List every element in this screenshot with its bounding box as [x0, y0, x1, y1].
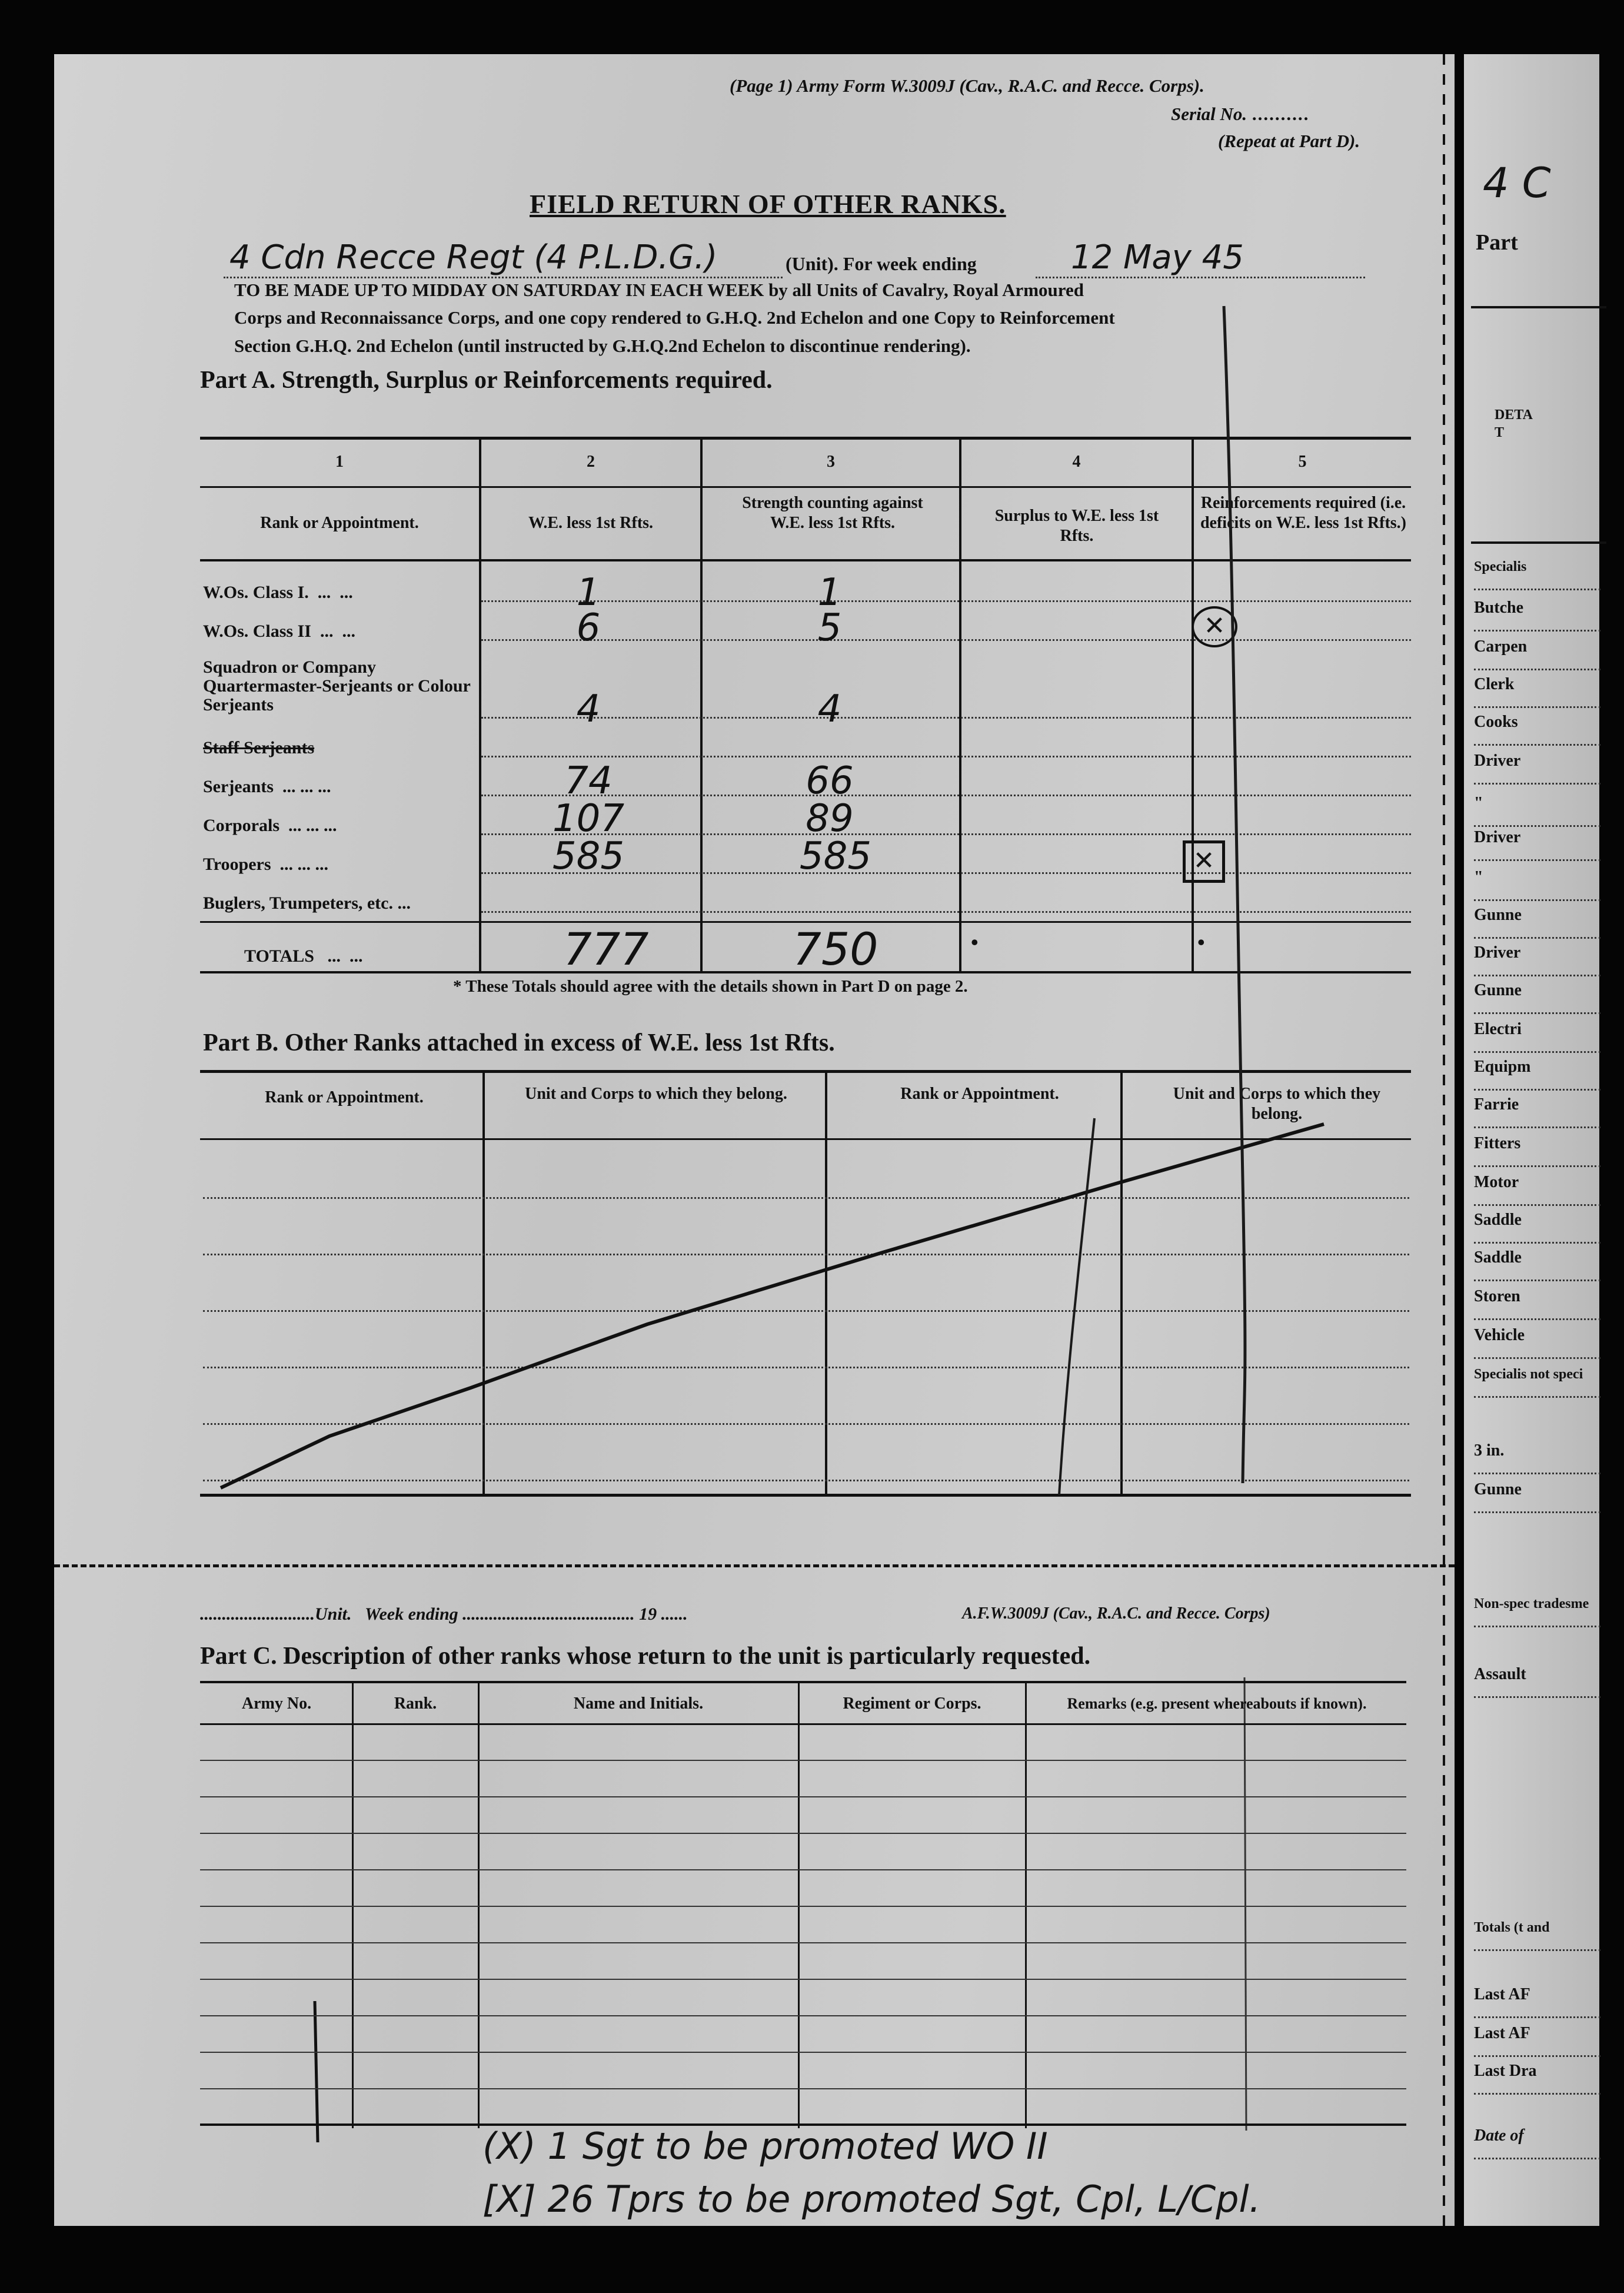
part-c-row-rule: [200, 2088, 1406, 2089]
part-c-col-divider-2: [478, 1681, 480, 2128]
part-c-row-rule: [200, 1906, 1406, 1907]
right-page-label: Clerk: [1474, 675, 1515, 693]
col-header-we: W.E. less 1st Rfts.: [528, 514, 654, 532]
tear-year-label: 19: [639, 1604, 657, 1624]
right-page-row-rule: [1474, 706, 1600, 708]
row-label-text: Troopers: [203, 855, 271, 874]
part-c-row-rule: [200, 1979, 1406, 1980]
right-page-part-label: Part: [1476, 230, 1518, 255]
strength-cqms: 4: [817, 687, 842, 731]
row-label-buglers: Buglers, Trumpeters, etc. ...: [203, 893, 411, 913]
part-b-header-unit-2: Unit and Corps to which they belong.: [1173, 1085, 1381, 1123]
right-page-label: ": [1474, 868, 1483, 886]
we-corporals: 107: [552, 797, 625, 840]
we-total: 777: [563, 923, 649, 975]
part-c-heading: Part C. Description of other ranks whose return to the unit is particularly requested.: [200, 1643, 1091, 1670]
row-label-totals: TOTALS ... ...: [244, 946, 363, 966]
tear-line: [54, 1564, 1455, 1567]
row-label-text: Serjeants: [203, 777, 274, 796]
right-page-label: Date of: [1474, 2126, 1524, 2145]
row-label-troopers: Troopers ... ... ...: [203, 855, 329, 874]
vertical-fold-line: [1443, 54, 1445, 2226]
part-c-row-rule: [200, 1833, 1406, 1834]
right-page-label: Butche: [1474, 599, 1523, 617]
tear-form-reference: A.F.W.3009J (Cav., R.A.C. and Recce. Corps): [962, 1604, 1270, 1623]
part-c-row-rule: [200, 1942, 1406, 1943]
reinf-total: •: [1197, 931, 1205, 954]
right-page-label: Fitters: [1474, 1134, 1521, 1152]
serial-label: Serial No. ..........: [1171, 104, 1310, 124]
reinf-mark-circle-x-icon: ✕: [1192, 606, 1237, 647]
part-c-top-rule: [200, 1681, 1406, 1683]
we-cqms: 4: [576, 687, 601, 731]
handwritten-note-2: [X] 26 Tprs to be promoted Sgt, Cpl, L/Cpl.: [482, 2178, 1261, 2221]
part-c-row-rule: [200, 2052, 1406, 2053]
right-page-row-rule: [1474, 1511, 1600, 1513]
strength-serjeants: 66: [806, 759, 854, 803]
right-page-label: Totals (t and: [1474, 1920, 1550, 1935]
right-page-label: Vehicle: [1474, 1326, 1525, 1344]
right-page-label: Specialis not speci: [1474, 1367, 1583, 1382]
row-label-wo1: W.Os. Class I. ... ...: [203, 583, 353, 602]
part-c-col-divider-1: [352, 1681, 354, 2128]
form-reference: (Page 1) Army Form W.3009J (Cav., R.A.C. and Recce. Corps).: [730, 75, 1204, 96]
right-page-row-rule: [1474, 1126, 1600, 1128]
right-page-label: Last AF: [1474, 2024, 1530, 2042]
page-title: FIELD RETURN OF OTHER RANKS.: [530, 189, 1006, 219]
right-page-row-rule: [1474, 1012, 1600, 1014]
col-header-reinforcements: Reinforcements required (i.e. deficits on W.E. less 1st Rfts.): [1200, 494, 1406, 532]
right-page-row-rule: [1474, 1089, 1600, 1091]
totals-note: * These Totals should agree with the details shown in Part D on page 2.: [453, 977, 968, 996]
part-a-heading: Part A. Strength, Surplus or Reinforcements required.: [200, 367, 773, 394]
we-troopers: 585: [552, 835, 625, 878]
we-serjeants: 74: [564, 759, 613, 803]
right-page-row-rule: [1474, 1165, 1600, 1167]
part-b-heading: Part B. Other Ranks attached in excess of W.E. less 1st Rfts.: [203, 1029, 835, 1056]
right-page-row-rule: [1474, 1357, 1600, 1359]
serial-number-label: Serial No.: [1171, 104, 1247, 124]
right-page-row-rule: [1474, 669, 1600, 670]
right-page-label: Non-spec tradesme: [1474, 1596, 1589, 1611]
strength-wo2: 5: [817, 606, 842, 650]
tear-unit-label: Unit.: [315, 1604, 352, 1624]
right-page-row-rule: [1474, 1396, 1600, 1398]
right-page-row-rule: [1474, 1051, 1600, 1053]
handwritten-note-1: (X) 1 Sgt to be promoted WO II: [482, 2125, 1048, 2168]
totals-label: TOTALS: [244, 946, 314, 966]
unit-label: (Unit). For week ending: [786, 253, 977, 274]
week-ending-handwritten: 12 May 45: [1071, 238, 1244, 277]
strength-total: 750: [793, 923, 878, 975]
part-b-header-rank-2: Rank or Appointment.: [900, 1085, 1059, 1103]
right-page-label: Driver: [1474, 828, 1521, 846]
row-label-staff-serjeants: Staff Serjeants: [203, 738, 315, 757]
instructions-line-1: TO BE MADE UP TO MIDDAY ON SATURDAY IN EACH WEEK by all Units of Cavalry, Royal Armoured: [234, 280, 1084, 300]
col-number-5: 5: [1298, 453, 1307, 471]
right-page-label: Saddle: [1474, 1248, 1522, 1267]
instructions-line-3: Section G.H.Q. 2nd Echelon (until instructed by G.H.Q.2nd Echelon to discontinue rendering).: [234, 335, 971, 356]
right-page-row-rule: [1474, 2055, 1600, 2057]
row-label-wo2: W.Os. Class II ... ...: [203, 622, 355, 641]
strength-corporals: 89: [806, 797, 854, 840]
right-page-row-rule: [1474, 630, 1600, 632]
row-label-text: Buglers, Trumpeters, etc.: [203, 893, 393, 913]
right-page-row-rule: [1474, 899, 1600, 901]
right-page-row-rule: [1474, 825, 1600, 827]
part-c-row-rule: [200, 1760, 1406, 1761]
right-page-label: Gunne: [1474, 1480, 1522, 1498]
col-number-1: 1: [335, 453, 344, 471]
col-number-2: 2: [587, 453, 595, 471]
part-c-col-divider-3: [798, 1681, 800, 2128]
unit-name-handwritten: 4 Cdn Recce Regt (4 P.L.D.G.): [229, 238, 718, 277]
right-page-label: 3 in.: [1474, 1441, 1505, 1460]
right-page-label: Driver: [1474, 943, 1521, 962]
right-page-label: Saddle: [1474, 1211, 1522, 1229]
right-page-label: Driver: [1474, 752, 1521, 770]
right-page-rule: [1471, 541, 1606, 544]
col-header-surplus: Surplus to W.E. less 1st Rfts.: [994, 507, 1159, 545]
right-page-row-rule: [1474, 1626, 1600, 1627]
strength-troopers: 585: [799, 835, 872, 878]
we-wo1: 1: [576, 571, 601, 614]
right-page-label: Last Dra: [1474, 2062, 1537, 2080]
right-page-label: Carpen: [1474, 637, 1528, 656]
part-c-col-divider-4: [1025, 1681, 1027, 2128]
right-page-label: Specialis: [1474, 559, 1527, 574]
col-header-strength: Strength counting against W.E. less 1st Rfts.: [742, 494, 923, 532]
right-page-row-rule: [1474, 2016, 1600, 2018]
col-number-4: 4: [1072, 453, 1081, 471]
part-c-header-rule: [200, 1723, 1406, 1725]
instructions-line-2: Corps and Reconnaissance Corps, and one copy rendered to G.H.Q. 2nd Echelon and one Copy to Reinforcement: [234, 307, 1115, 328]
row-label-text: Corporals: [203, 816, 279, 835]
right-page-label: Gunne: [1474, 981, 1522, 999]
row-label-text: W.Os. Class II: [203, 622, 311, 641]
right-page-label: Farrie: [1474, 1095, 1519, 1114]
right-page-row-rule: [1474, 589, 1600, 590]
right-page-label: Storen: [1474, 1287, 1520, 1305]
right-page-section-header: DETA T: [1495, 407, 1532, 440]
row-label-cqms: Squadron or Company Quartermaster-Serjeants or Colour Serjeants: [203, 657, 471, 715]
right-page-handwritten: 4 C: [1483, 159, 1551, 207]
part-c-header-name: Name and Initials.: [573, 1694, 704, 1713]
right-page-row-rule: [1474, 859, 1600, 861]
right-page-row-rule: [1474, 2158, 1600, 2159]
part-c-header-remarks: Remarks (e.g. present whereabouts if known).: [1067, 1695, 1367, 1712]
reinf-mark-box-x-icon: ✕: [1183, 840, 1225, 883]
right-page-label: Last AF: [1474, 1985, 1530, 2003]
row-label-text: W.Os. Class I.: [203, 583, 309, 602]
right-page-rule: [1471, 306, 1606, 308]
part-c-row-rule: [200, 1869, 1406, 1870]
tear-strip-fields: ..........................Unit. Week ending ....................................... 19 ......: [200, 1604, 688, 1624]
col-number-3: 3: [827, 453, 835, 471]
part-c-header-rank: Rank.: [394, 1694, 437, 1713]
part-b-header-unit-1: Unit and Corps to which they belong.: [525, 1085, 787, 1103]
right-page-label: Gunne: [1474, 906, 1522, 924]
right-page-row-rule: [1474, 783, 1600, 785]
part-c-row-rule: [200, 2015, 1406, 2016]
right-page-row-rule: [1474, 1204, 1600, 1206]
right-page-label: Electri: [1474, 1020, 1522, 1038]
part-c-header-army-no: Army No.: [241, 1694, 312, 1713]
part-c-header-regiment: Regiment or Corps.: [843, 1694, 981, 1713]
right-page-label: Motor: [1474, 1173, 1519, 1191]
right-page-label: Cooks: [1474, 713, 1518, 731]
row-label-corporals: Corporals ... ... ...: [203, 816, 337, 835]
right-page-label: Assault: [1474, 1665, 1526, 1683]
right-page-row-rule: [1474, 1949, 1600, 1951]
part-c-row-rule: [200, 1796, 1406, 1797]
right-page-row-rule: [1474, 1280, 1600, 1281]
strength-wo1: 1: [817, 571, 842, 614]
right-page-label: ": [1474, 794, 1483, 812]
right-page-row-rule: [1474, 1318, 1600, 1320]
right-page-row-rule: [1474, 937, 1600, 939]
right-page-row-rule: [1474, 975, 1600, 976]
col-header-rank: Rank or Appointment.: [260, 514, 419, 532]
surplus-total: •: [971, 931, 979, 954]
we-wo2: 6: [576, 606, 601, 650]
tear-week-label: Week ending: [365, 1604, 458, 1624]
right-page-row-rule: [1474, 1696, 1600, 1698]
row-label-serjeants: Serjeants ... ... ...: [203, 777, 331, 796]
right-page-row-rule: [1474, 1473, 1600, 1474]
right-page-row-rule: [1474, 2093, 1600, 2095]
serial-repeat-note: (Repeat at Part D).: [1218, 131, 1360, 151]
right-page-label: Equipm: [1474, 1058, 1531, 1076]
right-page-row-rule: [1474, 1242, 1600, 1244]
right-page-row-rule: [1474, 744, 1600, 746]
part-b-header-rank-1: Rank or Appointment.: [265, 1088, 424, 1106]
